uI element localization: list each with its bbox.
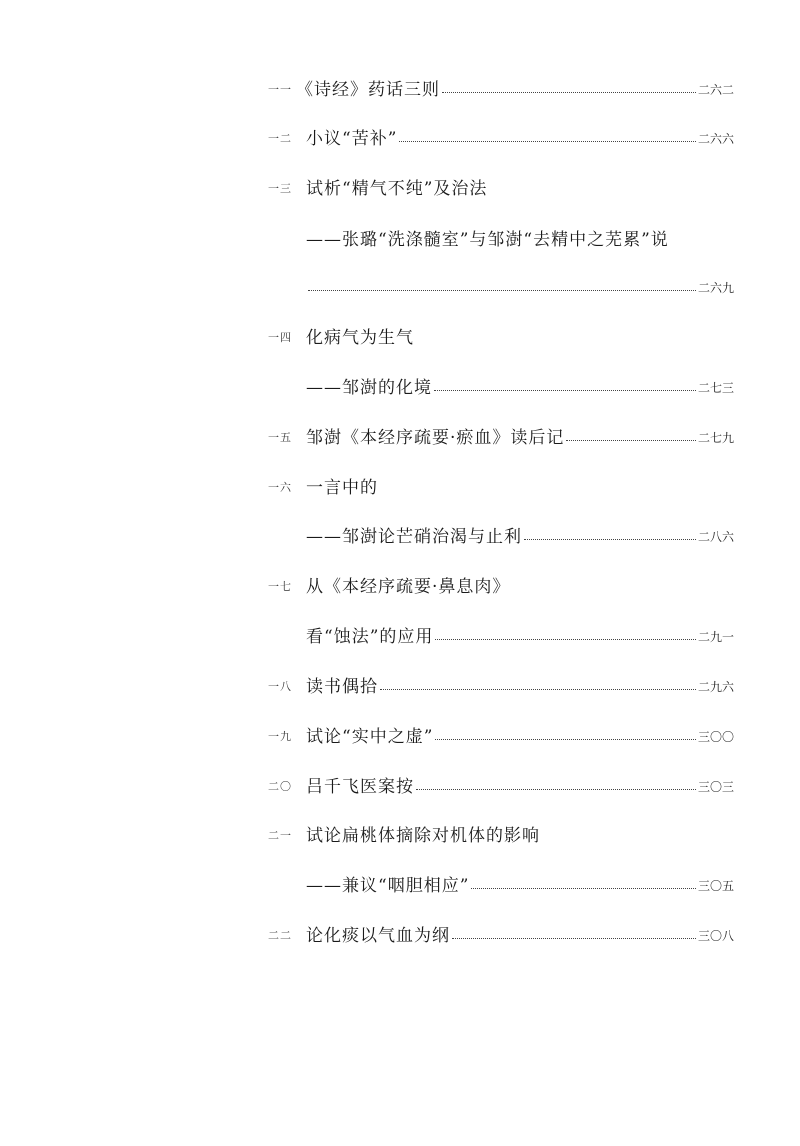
entry-number: 二二 <box>268 929 292 942</box>
toc-entry[interactable] <box>268 573 734 597</box>
dot-leader <box>399 141 696 142</box>
entry-title: ——张璐“洗涤髓室”与邹澍“去精中之芜累”说 <box>306 230 669 250</box>
dot-leader <box>308 290 696 291</box>
dot-leader <box>471 888 696 889</box>
entry-title: 一言中的 <box>306 478 378 498</box>
entry-title: 读书偶拾 <box>306 677 378 697</box>
entry-number: 一五 <box>268 431 292 444</box>
dot-leader <box>435 739 696 740</box>
entry-number: 一八 <box>268 680 292 693</box>
entry-title: 论化痰以气血为纲 <box>306 926 450 946</box>
toc-entry[interactable] <box>268 673 734 697</box>
page-number: 二六九 <box>697 281 734 295</box>
toc-entry[interactable] <box>268 424 734 448</box>
dot-leader <box>524 539 696 540</box>
entry-title: 《诗经》药话三则 <box>296 80 440 100</box>
toc-entry[interactable] <box>268 474 734 498</box>
toc-entry[interactable] <box>268 76 734 100</box>
dot-leader <box>442 92 696 93</box>
toc-subtitle[interactable] <box>268 374 734 398</box>
page-number: 三〇〇 <box>697 730 734 744</box>
dot-leader <box>434 390 696 391</box>
entry-number: 一六 <box>268 481 292 494</box>
page-number: 二九六 <box>697 680 734 694</box>
entry-title: ——邹澍的化境 <box>306 378 432 398</box>
page-number: 三〇五 <box>697 879 734 893</box>
toc-page-line[interactable] <box>268 274 734 298</box>
page-number: 二七九 <box>697 431 734 445</box>
page-number: 二七三 <box>697 381 734 395</box>
entry-title: 化病气为生气 <box>306 328 414 348</box>
toc-entry[interactable] <box>268 822 734 846</box>
toc-subtitle[interactable] <box>268 623 734 647</box>
toc-entry[interactable] <box>268 324 734 348</box>
dot-leader <box>416 789 696 790</box>
entry-number: 一三 <box>268 182 292 195</box>
dot-leader <box>566 440 696 441</box>
toc-entry[interactable] <box>268 125 734 149</box>
entry-title: 试析“精气不纯”及治法 <box>306 179 488 199</box>
dot-leader <box>435 639 696 640</box>
toc-entry[interactable] <box>268 175 734 199</box>
entry-title: 小议“苦补” <box>306 129 398 149</box>
entry-number: 一四 <box>268 331 292 344</box>
entry-number: 一二 <box>268 132 292 145</box>
toc-subtitle[interactable] <box>268 872 734 896</box>
entry-number: 二〇 <box>268 780 292 793</box>
toc-entry[interactable] <box>268 922 734 946</box>
entry-title: ——兼议“咽胆相应” <box>306 876 470 896</box>
entry-title: 吕千飞医案按 <box>306 777 414 797</box>
dot-leader <box>452 938 696 939</box>
entry-number: 一九 <box>268 730 292 743</box>
entry-title: 邹澍《本经序疏要·瘀血》读后记 <box>306 428 565 448</box>
entry-title: ——邹澍论芒硝治渴与止利 <box>306 527 522 547</box>
toc-subtitle <box>268 226 734 250</box>
page-number: 二八六 <box>697 530 734 544</box>
page-number: 二六二 <box>697 83 734 97</box>
entry-title: 看“蚀法”的应用 <box>306 627 434 647</box>
entry-number: 一七 <box>268 580 292 593</box>
entry-number: 二一 <box>268 829 292 842</box>
page-number: 二九一 <box>697 630 734 644</box>
page-number: 三〇八 <box>697 929 734 943</box>
page-number: 三〇三 <box>697 780 734 794</box>
entry-title: 试论扁桃体摘除对机体的影响 <box>306 826 540 846</box>
entry-title: 从《本经序疏要·鼻息肉》 <box>306 577 511 597</box>
toc-entry[interactable] <box>268 773 734 797</box>
toc-entry[interactable] <box>268 723 734 747</box>
page-number: 二六六 <box>697 132 734 146</box>
entry-title: 试论“实中之虚” <box>306 727 434 747</box>
toc-subtitle[interactable] <box>268 523 734 547</box>
entry-number: 一一 <box>268 83 292 96</box>
dot-leader <box>380 689 696 690</box>
